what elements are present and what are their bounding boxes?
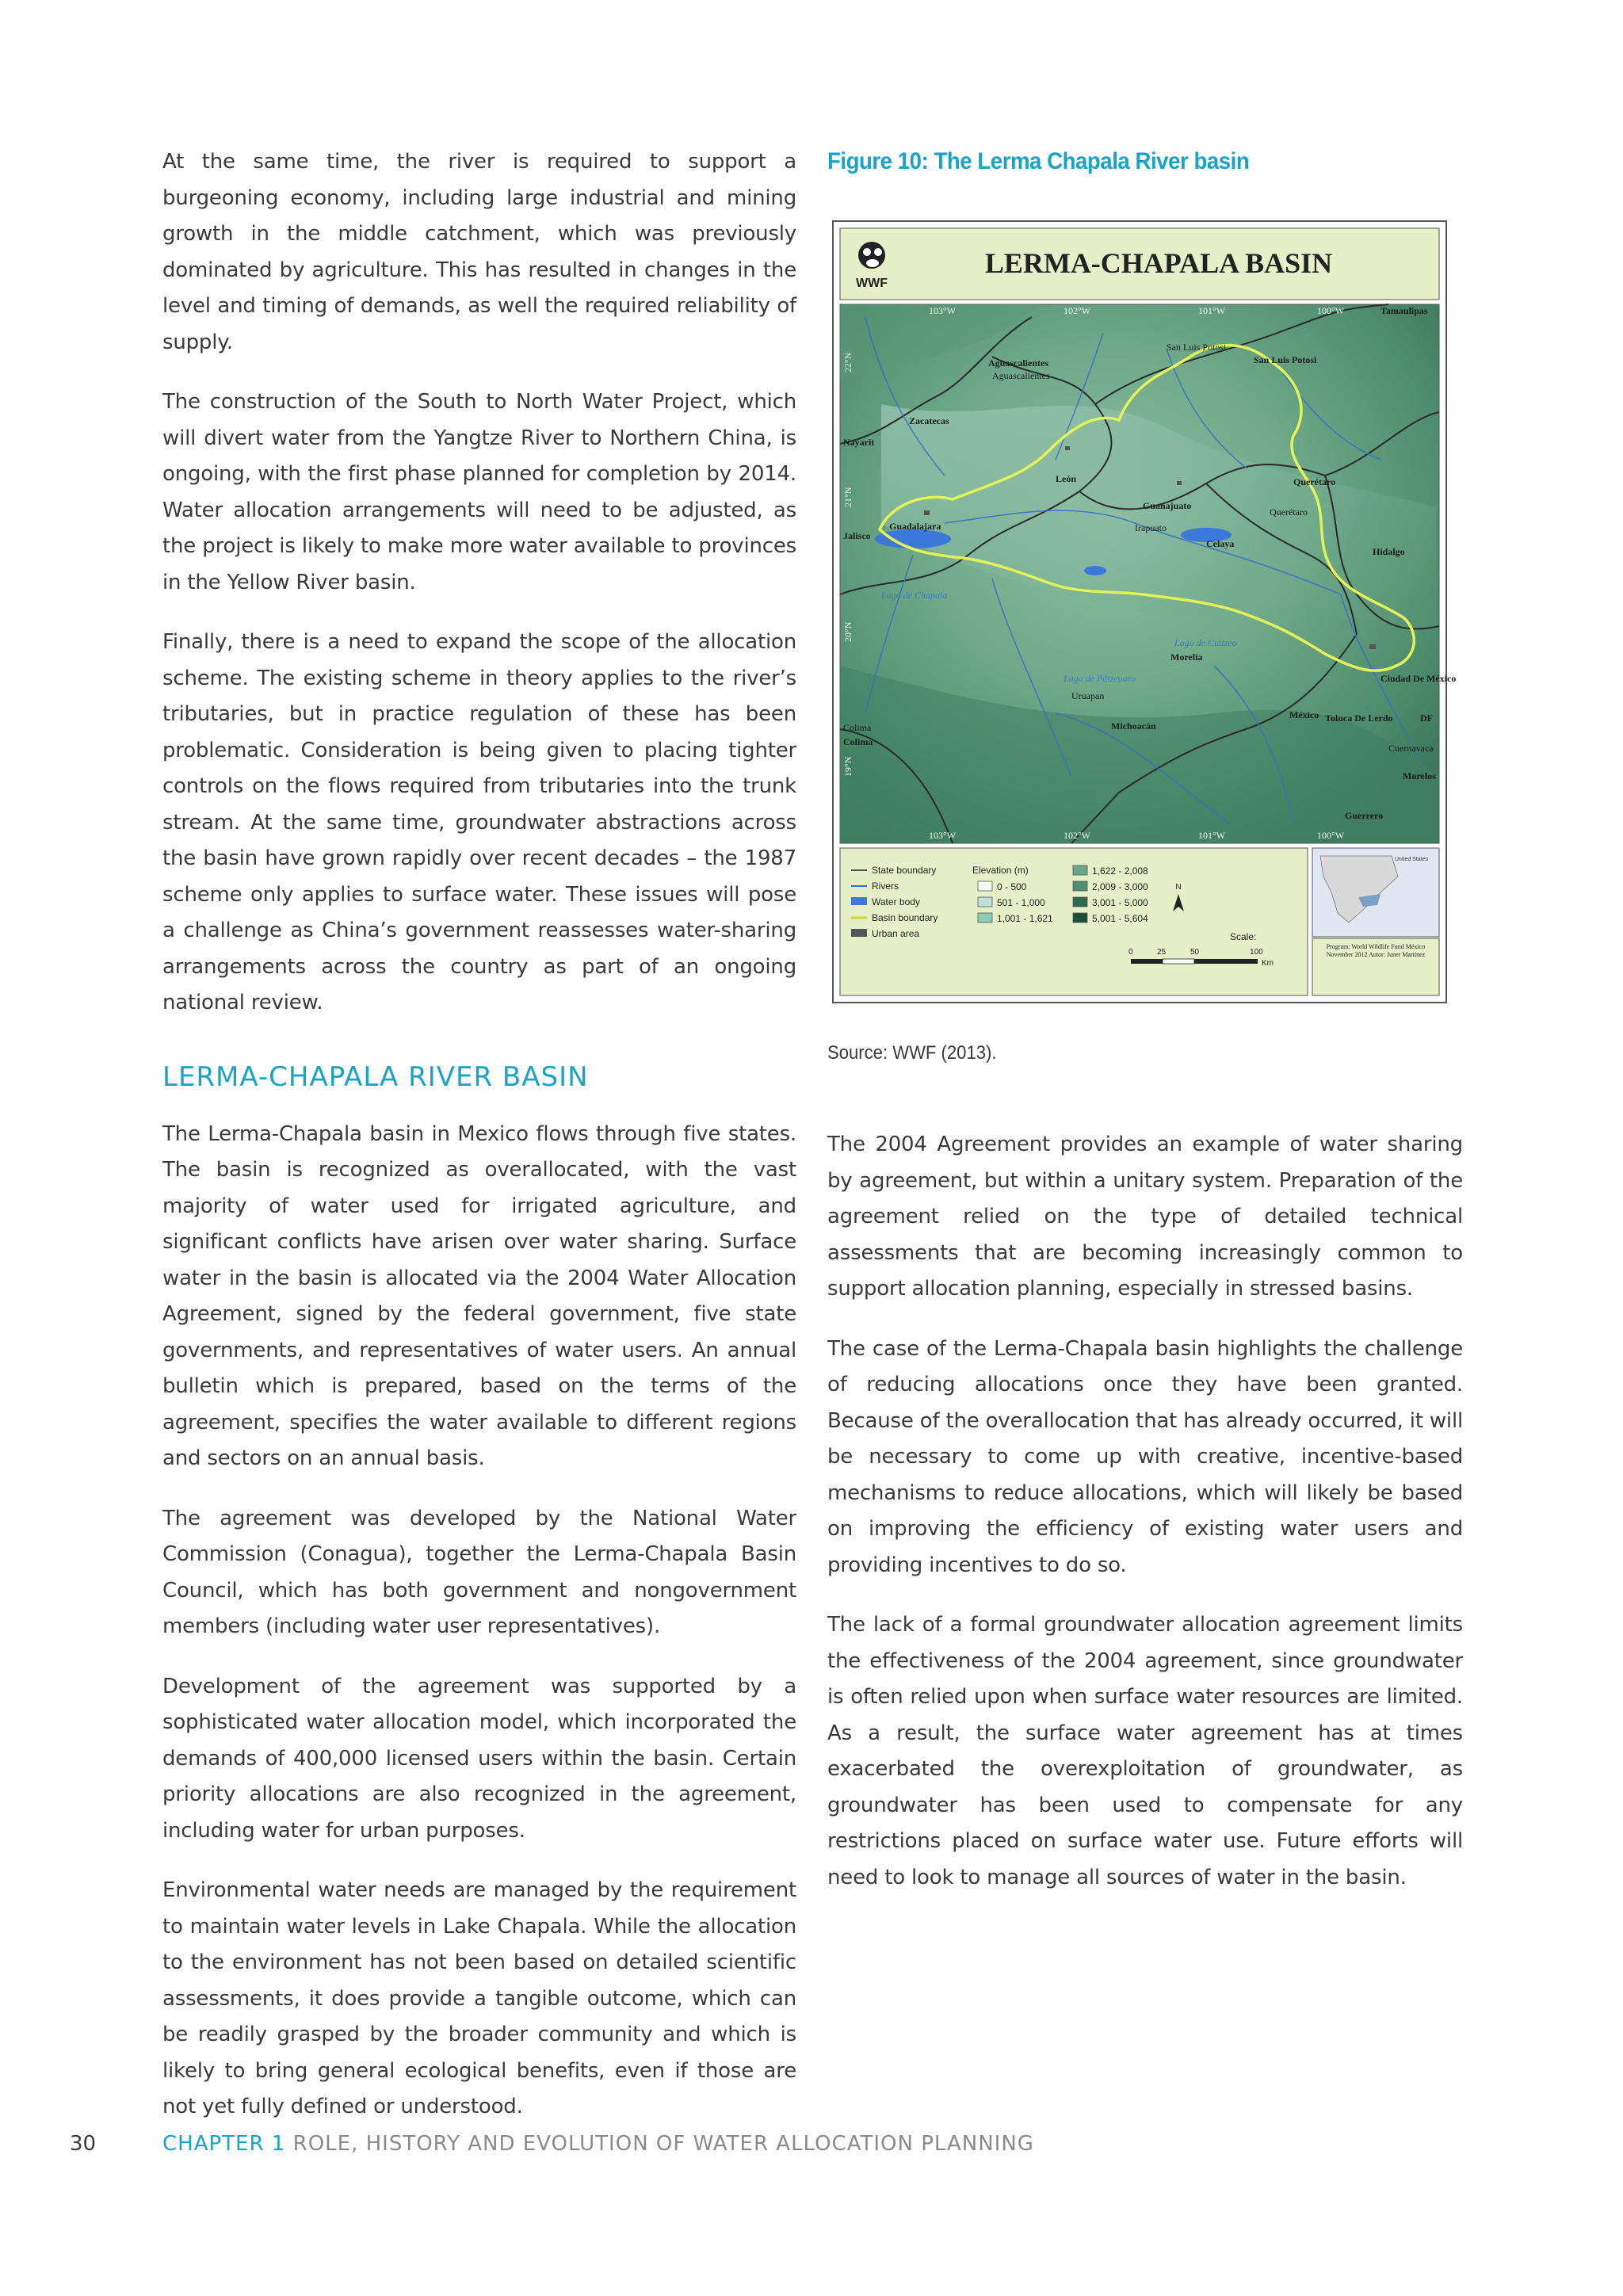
elevation-label: 5,001 - 5,604 bbox=[1092, 913, 1148, 924]
scale-tick: 100 bbox=[1250, 948, 1263, 957]
elevation-label: 3,001 - 5,000 bbox=[1092, 897, 1148, 908]
place-label: Morelia bbox=[1170, 651, 1203, 663]
elevation-swatch bbox=[1073, 897, 1087, 907]
paragraph: The case of the Lerma-Chapala basin highlights the challenge of reducing allocations once they have been granted. Because of the overallocation that has already occurred, it will be necessary to come up with creative, incentive-based mechanisms to reduce allocations, which will likely be based on improving the efficiency of existing water users and providing incentives to do so. bbox=[827, 1336, 1463, 1577]
svg-text:N: N bbox=[1175, 883, 1182, 892]
map-title: LERMA-CHAPALA BASIN bbox=[984, 247, 1333, 279]
scale-bar bbox=[1131, 959, 1258, 964]
place-label: Toluca De Lerdo bbox=[1325, 712, 1393, 724]
place-label: Cuernavaca bbox=[1388, 743, 1434, 754]
paragraph: Development of the agreement was supported by a sophisticated water allocation model, which incorporated the demands of 400,000 licensed users within the basin. Certain priority allocations are also recognized in the agreement, including water for urban purposes. bbox=[162, 1674, 796, 1843]
place-label: Michoacán bbox=[1111, 720, 1156, 732]
place-label: Aguascalientes bbox=[992, 370, 1050, 381]
page-number: 30 bbox=[70, 2132, 97, 2156]
place-label: Nayarit bbox=[843, 437, 875, 448]
elevation-swatch bbox=[978, 881, 992, 891]
place-label: Uruapan bbox=[1071, 690, 1105, 701]
longitude-top-label: 101°W bbox=[1198, 305, 1226, 316]
paragraph: Environmental water needs are managed by the requirement to maintain water levels in Lake Chapala. While the allocation to the environment has not been based on detailed scientific assessments, it does provide a tangible outcome, which can be readily grasped by the broader community and which is likely to bring general ecological benefits, even if those are not yet fully defined or understood. bbox=[162, 1878, 796, 2118]
place-label: Lago de Cuitzeo bbox=[1174, 637, 1237, 648]
place-label: DF bbox=[1420, 712, 1433, 724]
place-label: Jalisco bbox=[843, 530, 871, 541]
longitude-top-label: 100°W bbox=[1317, 305, 1345, 316]
place-label: Guanajuato bbox=[1143, 500, 1192, 511]
scale-tick: 25 bbox=[1157, 948, 1167, 957]
longitude-bottom-label: 101°W bbox=[1198, 830, 1226, 841]
legend-label: Urban area bbox=[872, 928, 920, 939]
longitude-top-label: 102°W bbox=[1064, 305, 1091, 316]
place-label: San Luis Potosi bbox=[1167, 342, 1227, 353]
right-column bbox=[827, 1127, 1463, 1920]
longitude-bottom-label: 100°W bbox=[1317, 830, 1345, 841]
paragraph: Finally, there is a need to expand the scope of the allocation scheme. The existing scheme in theory applies to the river’s tributaries, but in practice regulation of these has been problematic. Consideration is being given to placing tighter controls on the flows required from tributaries into the trunk stream. At the same time, groundwater abstractions across the basin have grown rapidly over recent decades – the 1987 scheme only applies to surface water. These issues will pose a challenge as China’s government reassesses water-sharing arrangements across the country as part of an ongoing national review. bbox=[162, 630, 796, 1014]
place-label: Hidalgo bbox=[1373, 546, 1405, 557]
place-label: Lago de Chapala bbox=[881, 590, 948, 601]
latitude-label: 19°N bbox=[842, 756, 854, 777]
scale-tick: 0 bbox=[1128, 948, 1133, 957]
place-label: San Luis Potosi bbox=[1254, 354, 1317, 365]
place-label: Guerrero bbox=[1345, 810, 1384, 821]
elevation-swatch bbox=[1073, 913, 1087, 923]
inset-map bbox=[1312, 848, 1439, 995]
place-label: México bbox=[1289, 709, 1319, 720]
elevation-label: 2,009 - 3,000 bbox=[1092, 881, 1148, 892]
legend-label: State boundary bbox=[872, 865, 937, 876]
basin-map bbox=[832, 220, 1457, 1003]
elevation-label: 0 - 500 bbox=[997, 881, 1027, 892]
elevation-title: Elevation (m) bbox=[972, 865, 1029, 876]
inset-title: United States bbox=[1395, 857, 1429, 862]
paragraph: The lack of a formal groundwater allocation agreement limits the effectiveness of the 2004 agreement, since groundwater is often relied upon when surface water resources are limited. As a result, the surface water agreement has at times exacerbated the overexploitation of groundwater, as groundwater has been used to compensate for any restrictions placed on surface water use. Future efforts will need to look to manage all sources of water in the basin. bbox=[827, 1613, 1463, 1889]
place-label: Querétaro bbox=[1293, 476, 1336, 487]
figure-title: Figure 10: The Lerma Chapala River basin bbox=[827, 148, 1250, 174]
section-heading: LERMA-CHAPALA RIVER BASIN bbox=[162, 1060, 589, 1093]
scale-label: Scale: bbox=[1230, 931, 1257, 942]
elevation-swatch bbox=[978, 897, 992, 907]
map-legend bbox=[840, 848, 1439, 995]
map-terrain bbox=[840, 304, 1439, 843]
left-column bbox=[162, 144, 796, 2149]
longitude-bottom-label: 103°W bbox=[929, 830, 957, 841]
running-footer bbox=[162, 2132, 1034, 2156]
place-label: Colima bbox=[843, 736, 873, 747]
legend-label: Rivers bbox=[872, 881, 899, 892]
place-label: León bbox=[1056, 473, 1077, 484]
place-label: Lago de Pátzcuaro bbox=[1064, 673, 1136, 684]
chapter-title: ROLE, HISTORY AND EVOLUTION OF WATER ALLOCATION PLANNING bbox=[292, 2132, 1034, 2156]
elevation-swatch bbox=[978, 913, 992, 923]
elevation-swatch bbox=[1073, 881, 1087, 891]
figure-source: Source: WWF (2013). bbox=[827, 1042, 997, 1064]
place-label: Tamaulipas bbox=[1381, 305, 1428, 316]
place-label: Colima bbox=[843, 722, 872, 733]
map-credit: Program: World Wildlife Fund México November 2012 Autor: Juner Martínez bbox=[1326, 943, 1426, 958]
longitude-bottom-label: 102°W bbox=[1064, 830, 1091, 841]
place-label: Celaya bbox=[1206, 538, 1235, 549]
paragraph: The Lerma-Chapala basin in Mexico flows through five states. The basin is recognized as overallocated, with the vast majority of water used for irrigated agriculture, and significant conflicts have arisen over water sharing. Surface water in the basin is allocated via the 2004 Water Allocation Agreement, signed by the federal government, five state governments, and representatives of water users. An annual bulletin which is prepared, based on the terms of the agreement, specifies the water available to different regions and sectors on an annual basis. bbox=[162, 1121, 796, 1470]
elevation-label: 1,622 - 2,008 bbox=[1092, 865, 1148, 877]
place-label: Morelos bbox=[1403, 770, 1436, 781]
legend-label: Basin boundary bbox=[872, 912, 938, 923]
paragraph: The agreement was developed by the National Water Commission (Conagua), together the Lerma-Chapala Basin Council, which has both government and nongovernment members (including water user representatives). bbox=[162, 1506, 796, 1638]
latitude-label: 22°N bbox=[842, 352, 854, 372]
chapter-label: CHAPTER 1 bbox=[162, 2132, 286, 2156]
longitude-top-label: 103°W bbox=[929, 305, 957, 316]
place-label: Aguascalientes bbox=[988, 357, 1048, 369]
place-label: Querétaro bbox=[1270, 506, 1308, 518]
elevation-label: 1,001 - 1,621 bbox=[997, 913, 1053, 924]
place-label: Irapuato bbox=[1135, 522, 1167, 533]
wwf-logo-text: WWF bbox=[856, 277, 888, 290]
elevation-swatch bbox=[1073, 865, 1087, 875]
paragraph: At the same time, the river is required to support a burgeoning economy, including large industrial and mining growth in the middle catchment, which was previously dominated by agriculture. This has resulted in changes in the level and timing of demands, as well the required reliability of supply. bbox=[162, 150, 796, 354]
place-label: Guadalajara bbox=[889, 521, 941, 532]
paragraph: The 2004 Agreement provides an example of water sharing by agreement, but within a unitary system. Preparation of the agreement relied on the type of detailed technical assessments that are becoming increasingly common to support allocation planning, especially in stressed basins. bbox=[827, 1133, 1463, 1301]
scale-unit: Km bbox=[1262, 959, 1274, 968]
paragraph: The construction of the South to North Water Project, which will divert water from the Yangtze River to Northern China, is ongoing, with the first phase planned for completion by 2014. Water allocation arrangements will need to be adjusted, as the project is likely to make more water available to provinces in the Yellow River basin. bbox=[162, 390, 796, 594]
elevation-label: 501 - 1,000 bbox=[997, 897, 1045, 908]
latitude-label: 20°N bbox=[842, 621, 854, 642]
scale-tick: 50 bbox=[1190, 948, 1200, 957]
place-label: Zacatecas bbox=[909, 415, 949, 426]
place-label: Ciudad De México bbox=[1381, 673, 1457, 684]
latitude-label: 21°N bbox=[842, 487, 854, 507]
legend-label: Water body bbox=[872, 896, 920, 907]
